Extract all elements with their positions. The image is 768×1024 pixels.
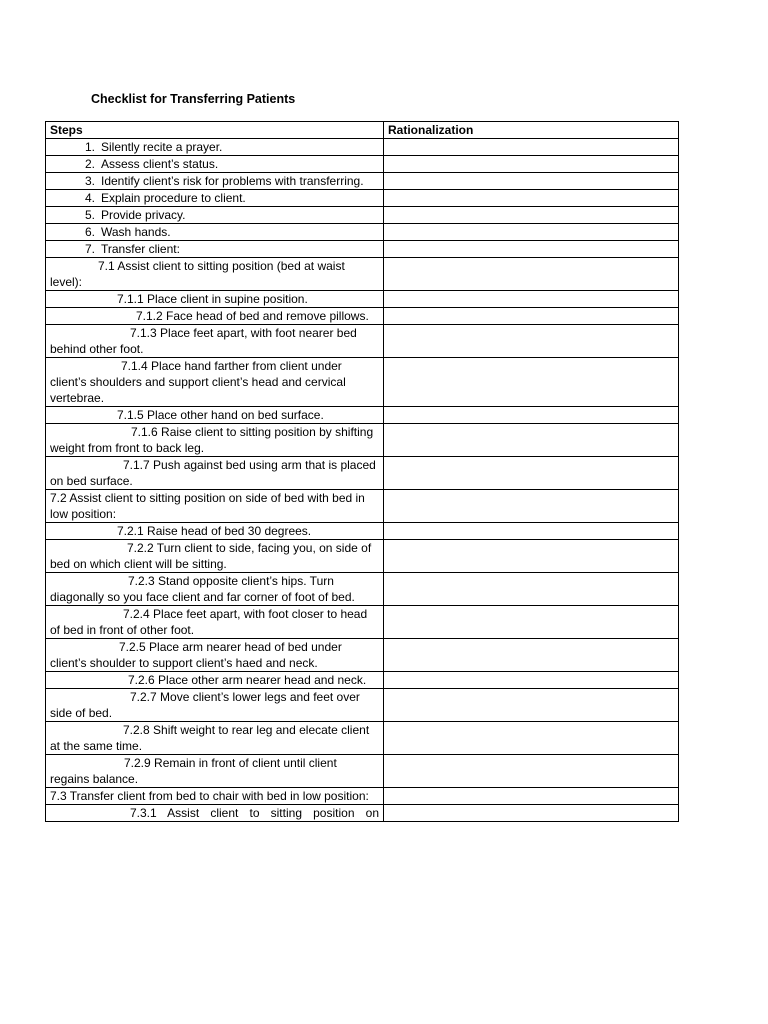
step-cell <box>46 573 384 606</box>
rationalization-cell <box>384 805 679 822</box>
rationalization-column-header: Rationalization <box>384 122 679 139</box>
step-cell <box>46 325 384 358</box>
step-text: 7.3.1 Assist client to sitting position on <box>130 806 379 820</box>
step-text: 7.2.1 Raise head of bed 30 degrees. <box>117 524 312 538</box>
step-text: 7.1.3 Place feet apart, with foot nearer bed behind other foot. <box>50 326 357 356</box>
table-row <box>46 490 679 523</box>
table-row <box>46 457 679 490</box>
steps-column-header: Steps <box>46 122 384 139</box>
step-text: Wash hands. <box>101 225 171 239</box>
step-cell <box>46 224 384 241</box>
step-cell <box>46 241 384 258</box>
step-text: Explain procedure to client. <box>101 191 246 205</box>
step-text: Assess client’s status. <box>101 157 219 171</box>
table-row <box>46 540 679 573</box>
step-cell <box>46 139 384 156</box>
step-number: 6. <box>84 225 95 239</box>
step-cell <box>46 424 384 457</box>
step-text: 7.2.2 Turn client to side, facing you, on side of bed on which client will be sitting. <box>50 541 372 571</box>
step-text: 7.3 Transfer client from bed to chair with bed in low position: <box>50 789 369 803</box>
table-row <box>46 190 679 207</box>
step-text: Provide privacy. <box>101 208 186 222</box>
step-cell <box>46 490 384 523</box>
step-text: 7.2.9 Remain in front of client until client regains balance. <box>50 756 337 786</box>
step-text: Identify client’s risk for problems with transferring. <box>101 174 364 188</box>
table-row <box>46 573 679 606</box>
table-row <box>46 722 679 755</box>
rationalization-cell <box>384 540 679 573</box>
step-text: 7.2 Assist client to sitting position on side of bed with bed in low position: <box>50 491 365 521</box>
rationalization-cell <box>384 722 679 755</box>
rationalization-cell <box>384 325 679 358</box>
table-row <box>46 689 679 722</box>
rationalization-cell <box>384 241 679 258</box>
step-cell <box>46 173 384 190</box>
step-cell <box>46 358 384 407</box>
step-text: 7.2.7 Move client’s lower legs and feet over side of bed. <box>50 690 360 720</box>
table-row <box>46 224 679 241</box>
table-row <box>46 358 679 407</box>
step-cell <box>46 722 384 755</box>
step-number: 2. <box>84 157 95 171</box>
table-row <box>46 308 679 325</box>
table-row <box>46 156 679 173</box>
step-cell <box>46 788 384 805</box>
step-text: 7.2.3 Stand opposite client’s hips. Turn diagonally so you face client and far corner of foot of bed. <box>50 574 355 604</box>
rationalization-cell <box>384 308 679 325</box>
step-cell <box>46 755 384 788</box>
rationalization-cell <box>384 457 679 490</box>
table-row <box>46 523 679 540</box>
table-row <box>46 407 679 424</box>
table-row <box>46 606 679 639</box>
table-row <box>46 325 679 358</box>
rationalization-cell <box>384 291 679 308</box>
rationalization-cell <box>384 207 679 224</box>
rationalization-cell <box>384 190 679 207</box>
step-text: 7.2.6 Place other arm nearer head and neck. <box>128 673 367 687</box>
rationalization-cell <box>384 490 679 523</box>
step-text: 7.2.5 Place arm nearer head of bed under client’s shoulder to support client’s haed and neck. <box>50 640 342 670</box>
step-text: 7.1.1 Place client in supine position. <box>117 292 308 306</box>
step-text: 7.1.4 Place hand farther from client under client’s shoulders and support client’s head and cervical vertebrae. <box>50 359 346 405</box>
step-cell <box>46 258 384 291</box>
step-text: 7.1.2 Face head of bed and remove pillows. <box>136 309 369 323</box>
step-text: Silently recite a prayer. <box>101 140 223 154</box>
table-row <box>46 755 679 788</box>
step-cell <box>46 639 384 672</box>
table-row <box>46 207 679 224</box>
rationalization-cell <box>384 407 679 424</box>
step-cell <box>46 156 384 173</box>
step-text: 7.1.7 Push against bed using arm that is placed on bed surface. <box>50 458 376 488</box>
step-cell <box>46 190 384 207</box>
step-number: 5. <box>84 208 95 222</box>
step-cell <box>46 606 384 639</box>
table-row <box>46 173 679 190</box>
step-cell <box>46 207 384 224</box>
step-cell <box>46 689 384 722</box>
rationalization-cell <box>384 358 679 407</box>
rationalization-cell <box>384 606 679 639</box>
table-row <box>46 805 679 822</box>
table-row <box>46 258 679 291</box>
rationalization-cell <box>384 139 679 156</box>
rationalization-cell <box>384 258 679 291</box>
table-row <box>46 424 679 457</box>
table-header-row <box>46 122 679 139</box>
table-row <box>46 241 679 258</box>
step-text: 7.2.4 Place feet apart, with foot closer to head of bed in front of other foot. <box>50 607 368 637</box>
rationalization-cell <box>384 224 679 241</box>
rationalization-cell <box>384 573 679 606</box>
step-number: 7. <box>84 242 95 256</box>
table-row <box>46 672 679 689</box>
step-cell <box>46 523 384 540</box>
step-text: 7.1.6 Raise client to sitting position by shifting weight from front to back leg. <box>50 425 374 455</box>
step-cell <box>46 457 384 490</box>
rationalization-cell <box>384 173 679 190</box>
rationalization-cell <box>384 639 679 672</box>
rationalization-cell <box>384 689 679 722</box>
step-cell <box>46 308 384 325</box>
rationalization-cell <box>384 672 679 689</box>
step-text: 7.1 Assist client to sitting position (bed at waist level): <box>50 259 345 289</box>
table-row <box>46 788 679 805</box>
table-row <box>46 639 679 672</box>
step-cell <box>46 291 384 308</box>
step-text: 7.1.5 Place other hand on bed surface. <box>117 408 324 422</box>
rationalization-cell <box>384 424 679 457</box>
document-title: Checklist for Transferring Patients <box>91 92 296 106</box>
step-text: Transfer client: <box>101 242 180 256</box>
step-text: 7.2.8 Shift weight to rear leg and elecate client at the same time. <box>50 723 370 753</box>
rationalization-cell <box>384 755 679 788</box>
table-row <box>46 291 679 308</box>
step-cell <box>46 540 384 573</box>
step-number: 3. <box>84 174 95 188</box>
step-number: 1. <box>84 140 95 154</box>
rationalization-cell <box>384 523 679 540</box>
rationalization-cell <box>384 156 679 173</box>
checklist-table <box>45 121 679 822</box>
table-row <box>46 139 679 156</box>
step-number: 4. <box>84 191 95 205</box>
rationalization-cell <box>384 788 679 805</box>
step-cell <box>46 672 384 689</box>
step-cell <box>46 407 384 424</box>
step-cell <box>46 805 384 822</box>
